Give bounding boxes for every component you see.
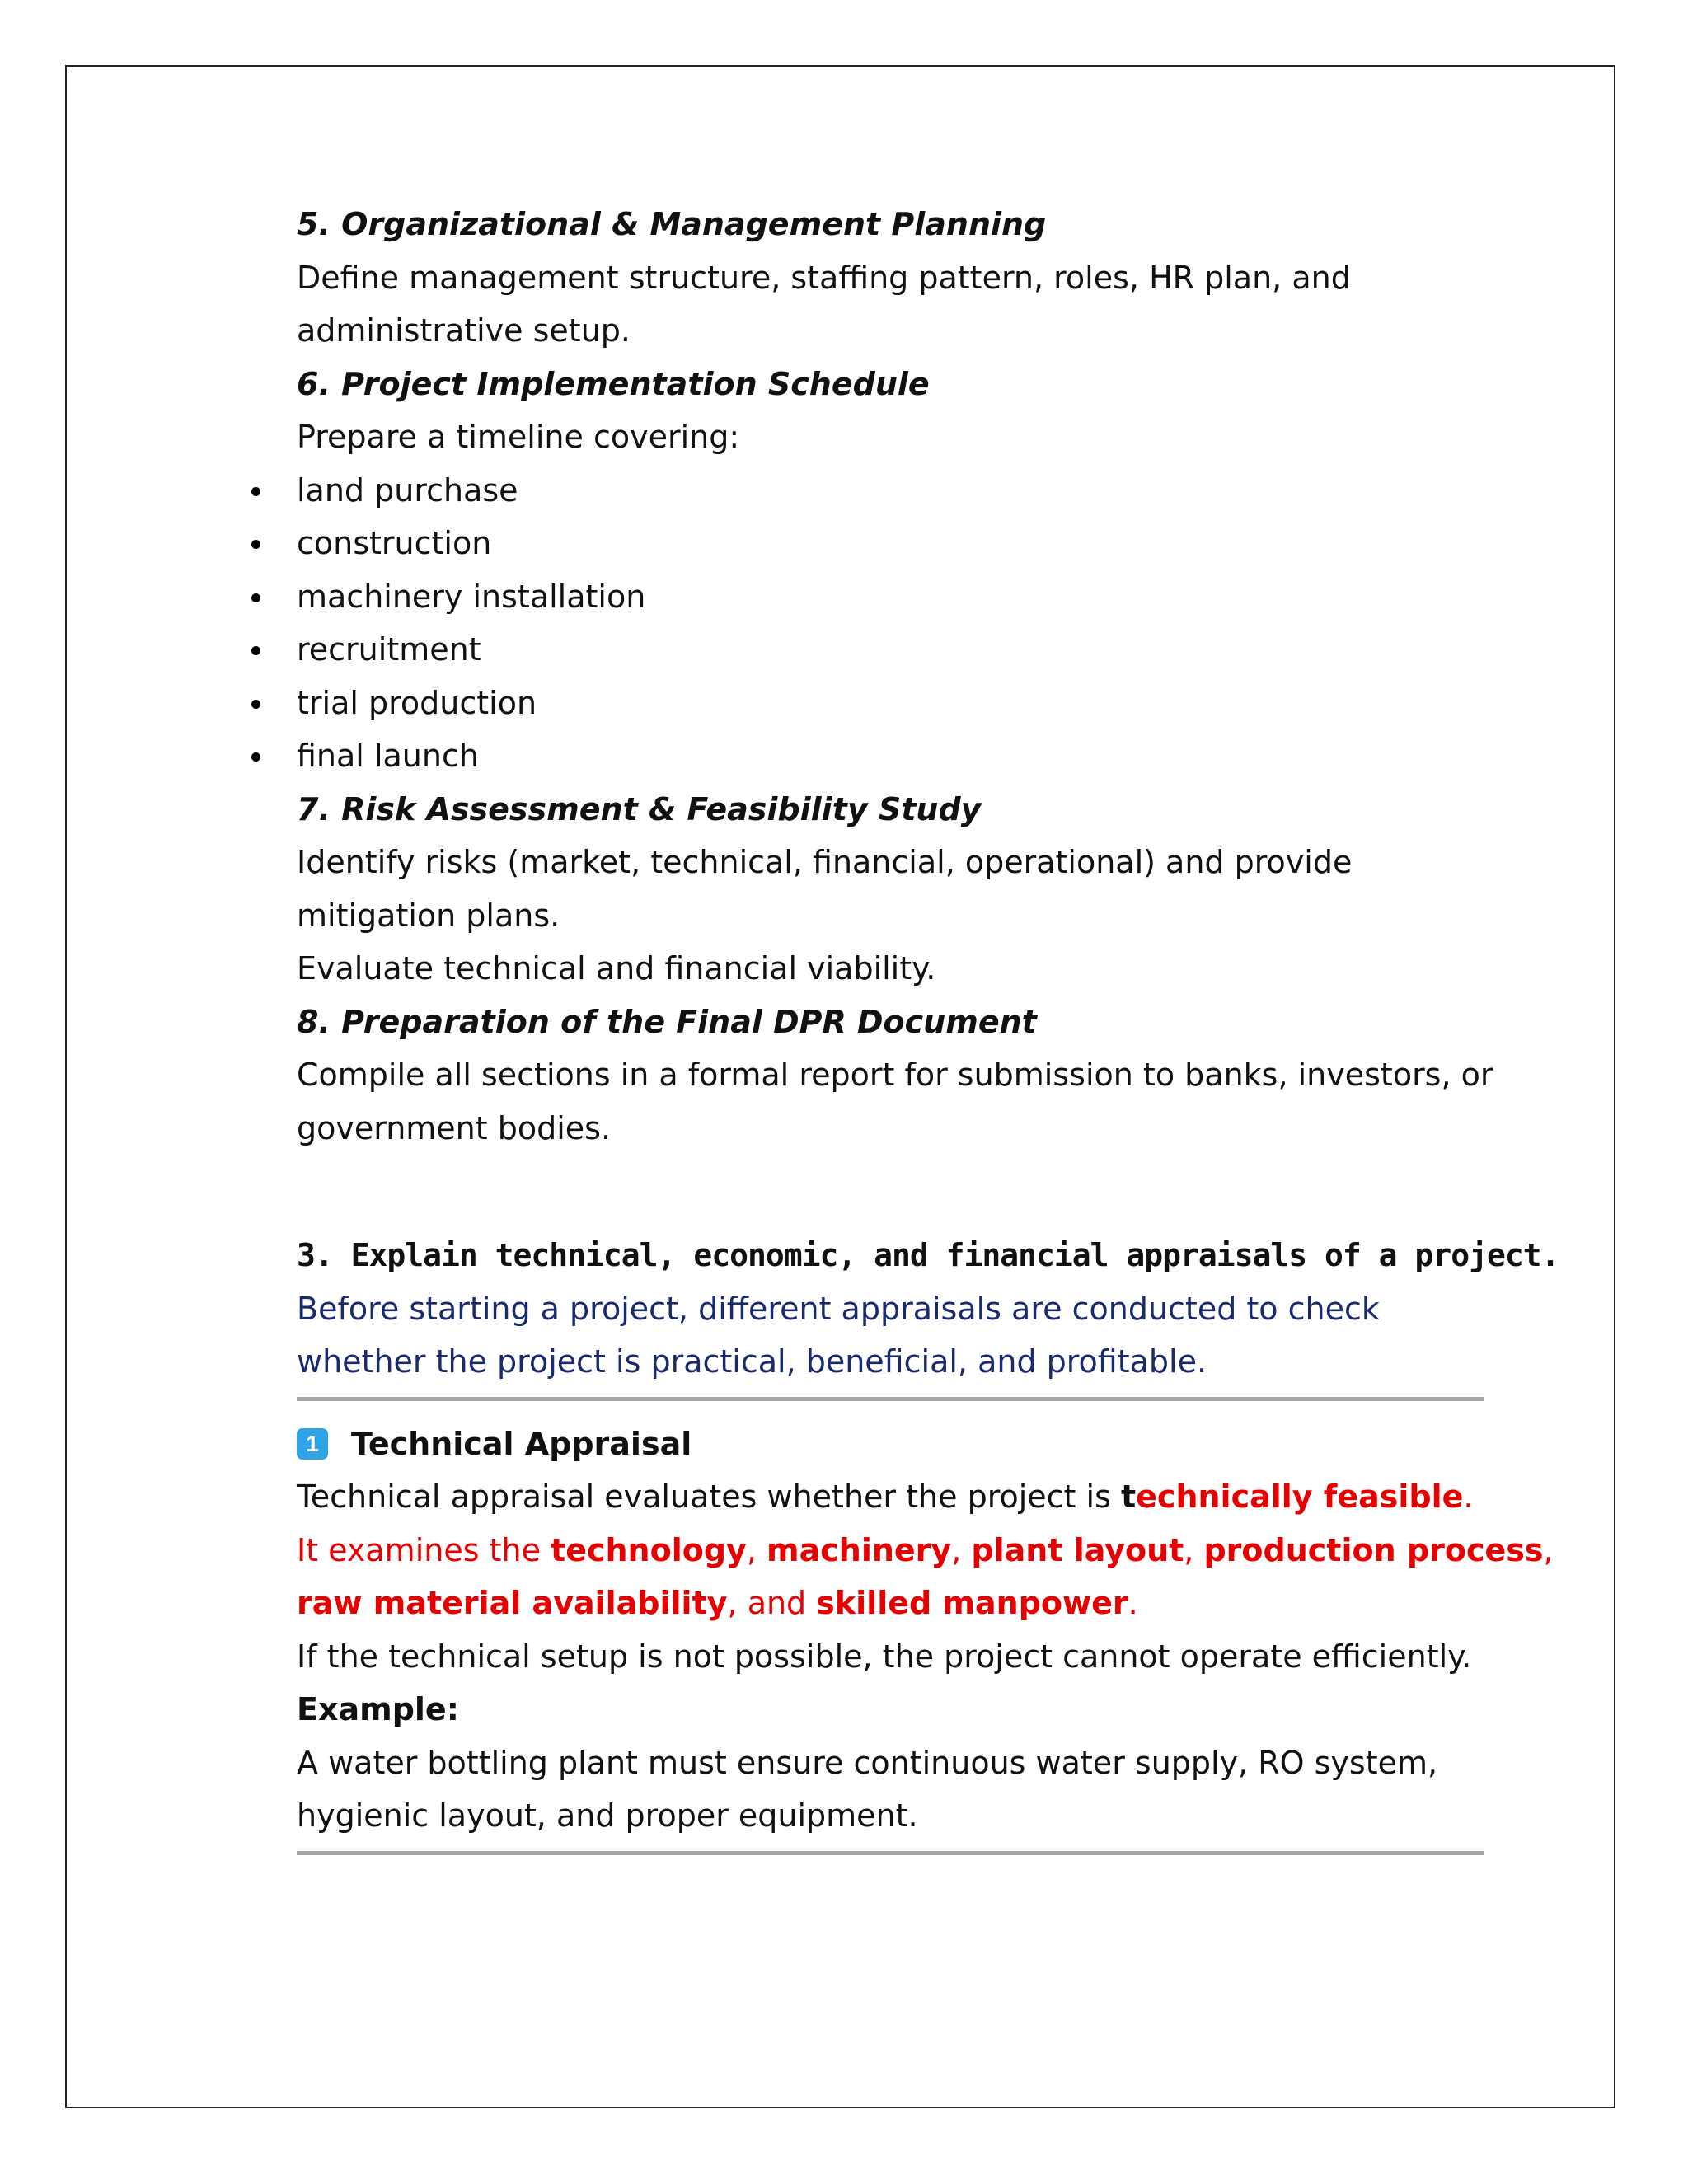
text-segment: , [746, 1531, 757, 1568]
highlight-technically-feasible: echnically feasible [1136, 1479, 1464, 1515]
question-3-intro-line-2: whether the project is practical, beneficial, and profitable. [297, 1343, 1207, 1380]
section-6-intro: Prepare a timeline covering: [297, 419, 740, 455]
technical-appraisal-heading-row [297, 1418, 1533, 1471]
example-line-1: A water bottling plant must ensure continuous water supply, RO system, [297, 1744, 1438, 1781]
highlight-skilled-manpower: skilled manpower [816, 1585, 1128, 1621]
highlight-technology: technology [551, 1531, 747, 1568]
technical-appraisal-line-3 [297, 1577, 1533, 1630]
horizontal-divider [297, 1851, 1484, 1855]
bullet-icon [251, 752, 260, 762]
spacer [297, 1843, 1533, 1851]
bullet-icon [251, 593, 260, 602]
section-7-body-line-1: Identify risks (market, technical, financial, operational) and provide [297, 844, 1353, 880]
section-8-heading: 8. Preparation of the Final DPR Document [297, 1003, 1037, 1040]
example-line-2: hygienic layout, and proper equipment. [297, 1797, 918, 1834]
text-segment: It examines the [297, 1531, 551, 1568]
bullet-item [297, 729, 1533, 783]
example-label: Example: [297, 1691, 459, 1727]
text-segment: . [1128, 1585, 1138, 1621]
section-7-body-line-3: Evaluate technical and financial viability. [297, 950, 936, 987]
document-content [297, 198, 1559, 1855]
highlight-production-process: production process [1203, 1531, 1544, 1568]
technical-appraisal-line-2 [297, 1524, 1554, 1577]
section-8-body-line-1: Compile all sections in a formal report for submission to banks, investors, or [297, 1057, 1493, 1093]
bullet-text: recruitment [297, 631, 481, 668]
technical-appraisal-line-1 [297, 1470, 1533, 1524]
section-8-body-line-2: government bodies. [297, 1109, 612, 1146]
text-segment: , and [727, 1585, 817, 1621]
bullet-text: machinery installation [297, 578, 646, 615]
bullet-item [297, 623, 1533, 677]
spacer [297, 1389, 1533, 1397]
bullet-text: final launch [297, 738, 479, 774]
text-segment: Technical appraisal evaluates whether the project is [297, 1479, 1121, 1515]
question-3-intro-line-1: Before starting a project, different appraisals are conducted to check [297, 1290, 1380, 1327]
section-5-heading: 5. Organizational & Management Planning [297, 206, 1047, 242]
section-7-heading: 7. Risk Assessment & Feasibility Study [297, 790, 982, 827]
bullet-item [297, 677, 1533, 730]
section-7-body-line-2: mitigation plans. [297, 897, 560, 934]
text-segment: . [1463, 1479, 1474, 1515]
highlight-plant-layout: plant layout [971, 1531, 1184, 1568]
bullet-item [297, 464, 1533, 518]
bullet-text: land purchase [297, 471, 518, 509]
section-5-body-line-2: administrative setup. [297, 312, 631, 349]
bullet-icon [251, 487, 260, 496]
bullet-item [297, 517, 1533, 570]
text-segment: t [1120, 1479, 1137, 1515]
technical-appraisal-line-4: If the technical setup is not possible, the project cannot operate efficiently. [297, 1638, 1472, 1675]
bullet-icon [251, 540, 260, 549]
text-segment: , [1184, 1531, 1194, 1568]
keycap-one-icon: 1 [297, 1428, 328, 1460]
technical-appraisal-heading: Technical Appraisal [351, 1425, 692, 1462]
bullet-text: construction [297, 525, 492, 561]
bullet-text: trial production [297, 684, 537, 721]
bullet-icon [251, 646, 260, 655]
spacer [297, 1155, 1533, 1229]
bullet-item [297, 570, 1533, 624]
text-segment: , [1543, 1531, 1554, 1568]
bullet-icon [251, 700, 260, 709]
highlight-raw-material: raw material availability [297, 1585, 728, 1621]
section-5-body-line-1: Define management structure, staffing pattern, roles, HR plan, and [297, 259, 1351, 296]
highlight-machinery: machinery [767, 1531, 952, 1568]
section-6-heading: 6. Project Implementation Schedule [297, 365, 930, 402]
text-segment: , [951, 1531, 962, 1568]
question-3-title: 3. Explain technical, economic, and financial appraisals of a project. [297, 1237, 1559, 1273]
spacer [297, 1401, 1533, 1418]
